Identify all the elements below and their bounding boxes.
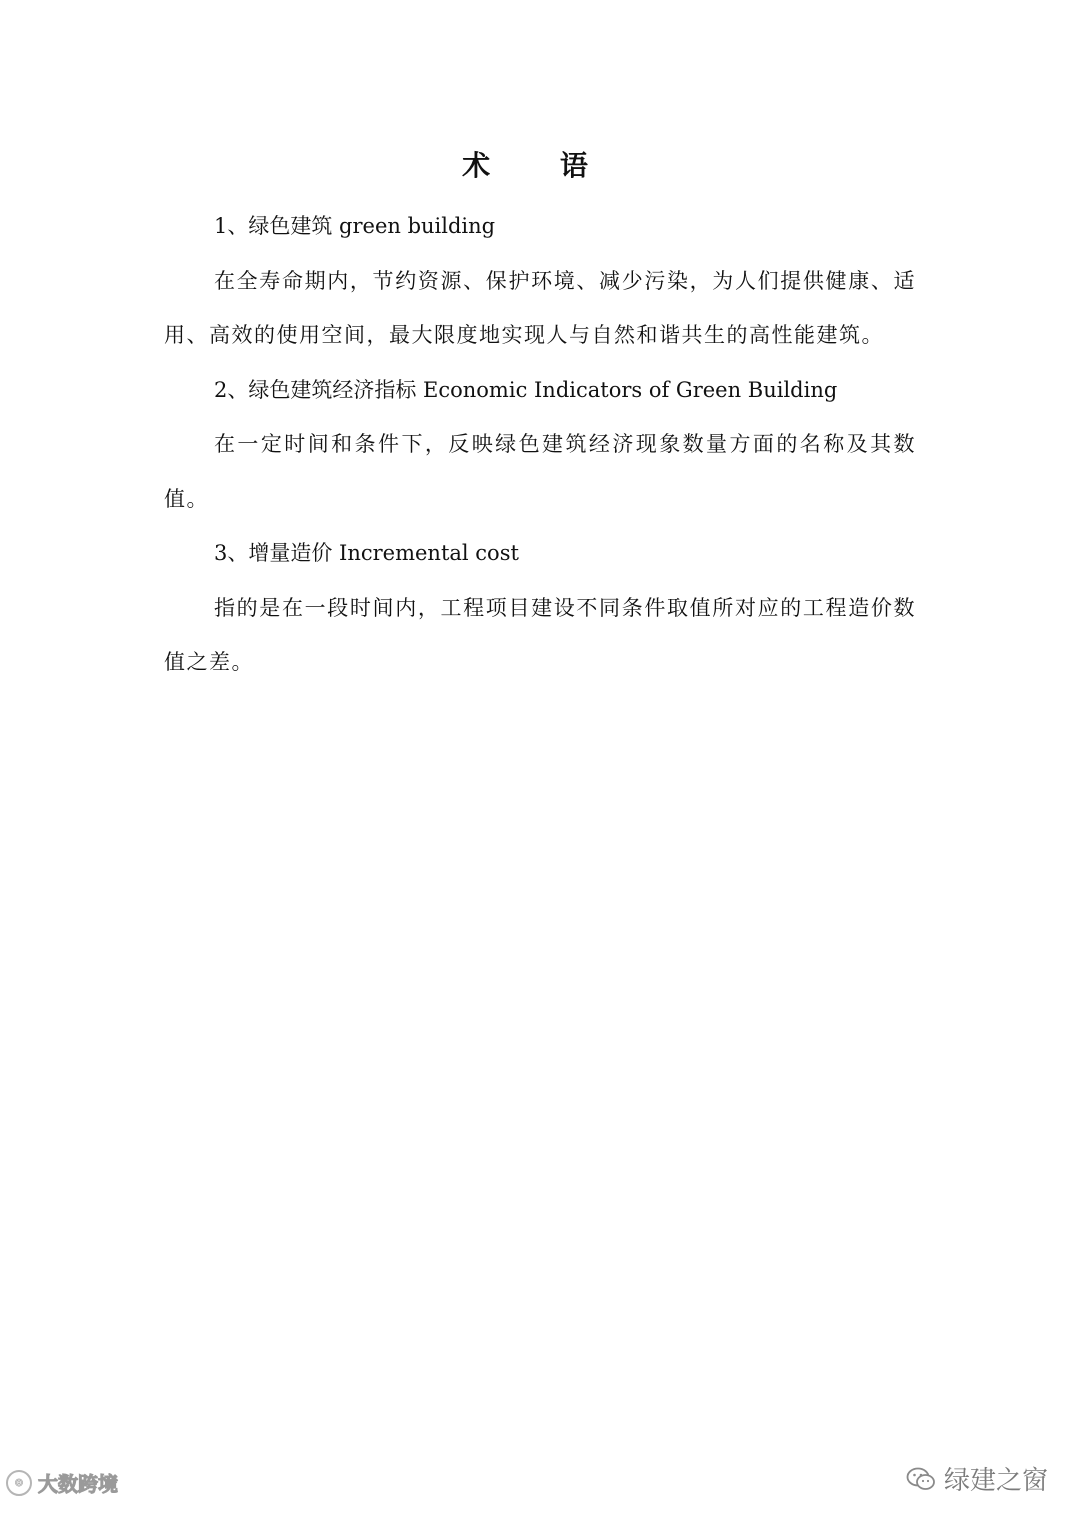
wechat-icon — [906, 1466, 936, 1492]
watermark-left — [6, 1468, 118, 1497]
watermark-right-text: 绿建之窗 — [943, 1466, 1048, 1496]
watermark-logo-icon: ⊙ — [6, 1470, 32, 1496]
watermark-right — [906, 1460, 1048, 1497]
term-definition-3: 指的是在一段时间内，工程项目建设不同条件取值所对应的工程造价数值之差。 — [164, 595, 916, 674]
term-heading-2: 2、绿色建筑经济指标 Economic Indicators of Green Building — [214, 377, 838, 402]
term-definition-1: 在全寿命期内，节约资源、保护环境、减少污染，为人们提供健康、适用、高效的使用空间，最大限度地实现人与自然和谐共生的高性能建筑。 — [164, 268, 916, 347]
term-definition-2: 在一定时间和条件下，反映绿色建筑经济现象数量方面的名称及其数值。 — [164, 432, 916, 511]
term-heading-1: 1、绿色建筑 green building — [214, 214, 496, 238]
terms-list — [164, 199, 916, 690]
term-heading-3: 3、增量造价 Incremental cost — [214, 541, 519, 565]
watermark-left-text: 大数跨境 — [38, 1472, 118, 1496]
page-title: 术 语 — [462, 149, 618, 182]
